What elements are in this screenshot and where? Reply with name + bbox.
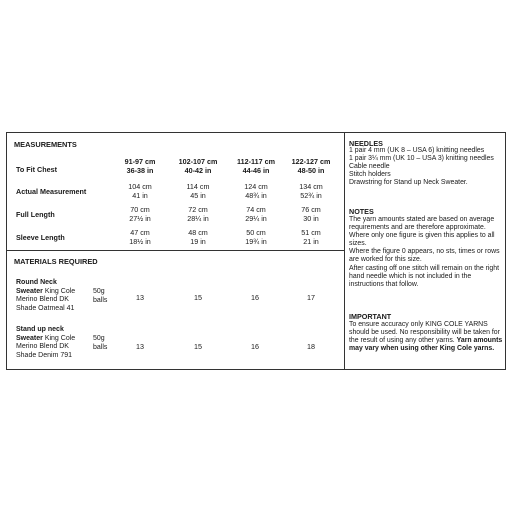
actual-measurement-4: 134 cm 52¾ in xyxy=(299,182,323,200)
material-stand-up-neck-name: Stand up neck Sweater King Cole Merino Blend DK Shade Denim 791 xyxy=(16,326,76,359)
sleeve-length-1: 47 cm 18½ in xyxy=(129,228,151,246)
needles-list: 1 pair 4 mm (UK 8 – USA 6) knitting needles 1 pair 3¼ mm (UK 10 – USA 3) knitting needles Cable needle Stitch holders Drawstring for Stand up Neck Sweater. xyxy=(349,147,494,187)
needles-heading: NEEDLES xyxy=(349,139,383,148)
material-round-neck-qty-3: 16 xyxy=(251,293,259,302)
measurements-heading: MEASUREMENTS xyxy=(14,140,77,149)
important-text: To ensure accuracy only KING COLE YARNS should be used. No responsibility will be taken for the result of using any other yarns. Yarn amounts may vary when using other King Cole yarns. xyxy=(349,321,503,353)
sleeve-length-3: 50 cm 19¾ in xyxy=(245,228,267,246)
pattern-info-table xyxy=(6,132,506,370)
material-round-neck-unit: 50g balls xyxy=(93,288,108,304)
materials-heading: MATERIALS REQUIRED xyxy=(14,257,98,266)
sleeve-length-2: 48 cm 19 in xyxy=(188,228,208,246)
notes-heading: NOTES xyxy=(349,207,374,216)
notes-panel xyxy=(345,133,505,369)
full-length-3: 74 cm 29¼ in xyxy=(245,205,267,223)
to-fit-chest-label: To Fit Chest xyxy=(16,165,57,174)
notes-text: The yarn amounts stated are based on average requirements and are therefore approximate. Where only one figure is given this applies to all sizes. Where the figure 0 appears, no sts, times or rows are worked for this size. After casting off one stitch will remain on the right hand needle which is not included in the instructions that follow. xyxy=(349,216,500,288)
actual-measurement-3: 124 cm 48¾ in xyxy=(244,182,268,200)
material-round-neck-qty-4: 17 xyxy=(307,293,315,302)
full-length-2: 72 cm 28¼ in xyxy=(187,205,209,223)
chest-size-4: 122-127 cm 48-50 in xyxy=(291,157,331,175)
material-round-neck-qty-2: 15 xyxy=(194,293,202,302)
section-divider xyxy=(7,250,344,251)
material-stand-up-neck-qty-2: 15 xyxy=(194,342,202,351)
full-length-4: 76 cm 30 in xyxy=(301,205,321,223)
actual-measurement-2: 114 cm 45 in xyxy=(186,182,210,200)
sleeve-length-4: 51 cm 21 in xyxy=(301,228,321,246)
full-length-1: 70 cm 27½ in xyxy=(129,205,151,223)
important-heading: IMPORTANT xyxy=(349,312,392,321)
chest-size-1: 91-97 cm 36-38 in xyxy=(124,157,156,175)
material-stand-up-neck-qty-4: 18 xyxy=(307,342,315,351)
full-length-label: Full Length xyxy=(16,210,55,219)
actual-measurement-1: 104 cm 41 in xyxy=(128,182,152,200)
material-stand-up-neck-qty-1: 13 xyxy=(136,342,144,351)
chest-size-3: 112-117 cm 44-46 in xyxy=(237,157,275,175)
chest-size-2: 102-107 cm 40-42 in xyxy=(178,157,218,175)
measurements-panel xyxy=(7,133,345,369)
material-round-neck-name: Round Neck Sweater King Cole Merino Blend DK Shade Oatmeal 41 xyxy=(16,279,76,312)
sleeve-length-label: Sleeve Length xyxy=(16,233,65,242)
material-stand-up-neck-unit: 50g balls xyxy=(93,335,108,351)
actual-measurement-label: Actual Measurement xyxy=(16,187,87,196)
material-round-neck-qty-1: 13 xyxy=(136,293,144,302)
material-stand-up-neck-qty-3: 16 xyxy=(251,342,259,351)
